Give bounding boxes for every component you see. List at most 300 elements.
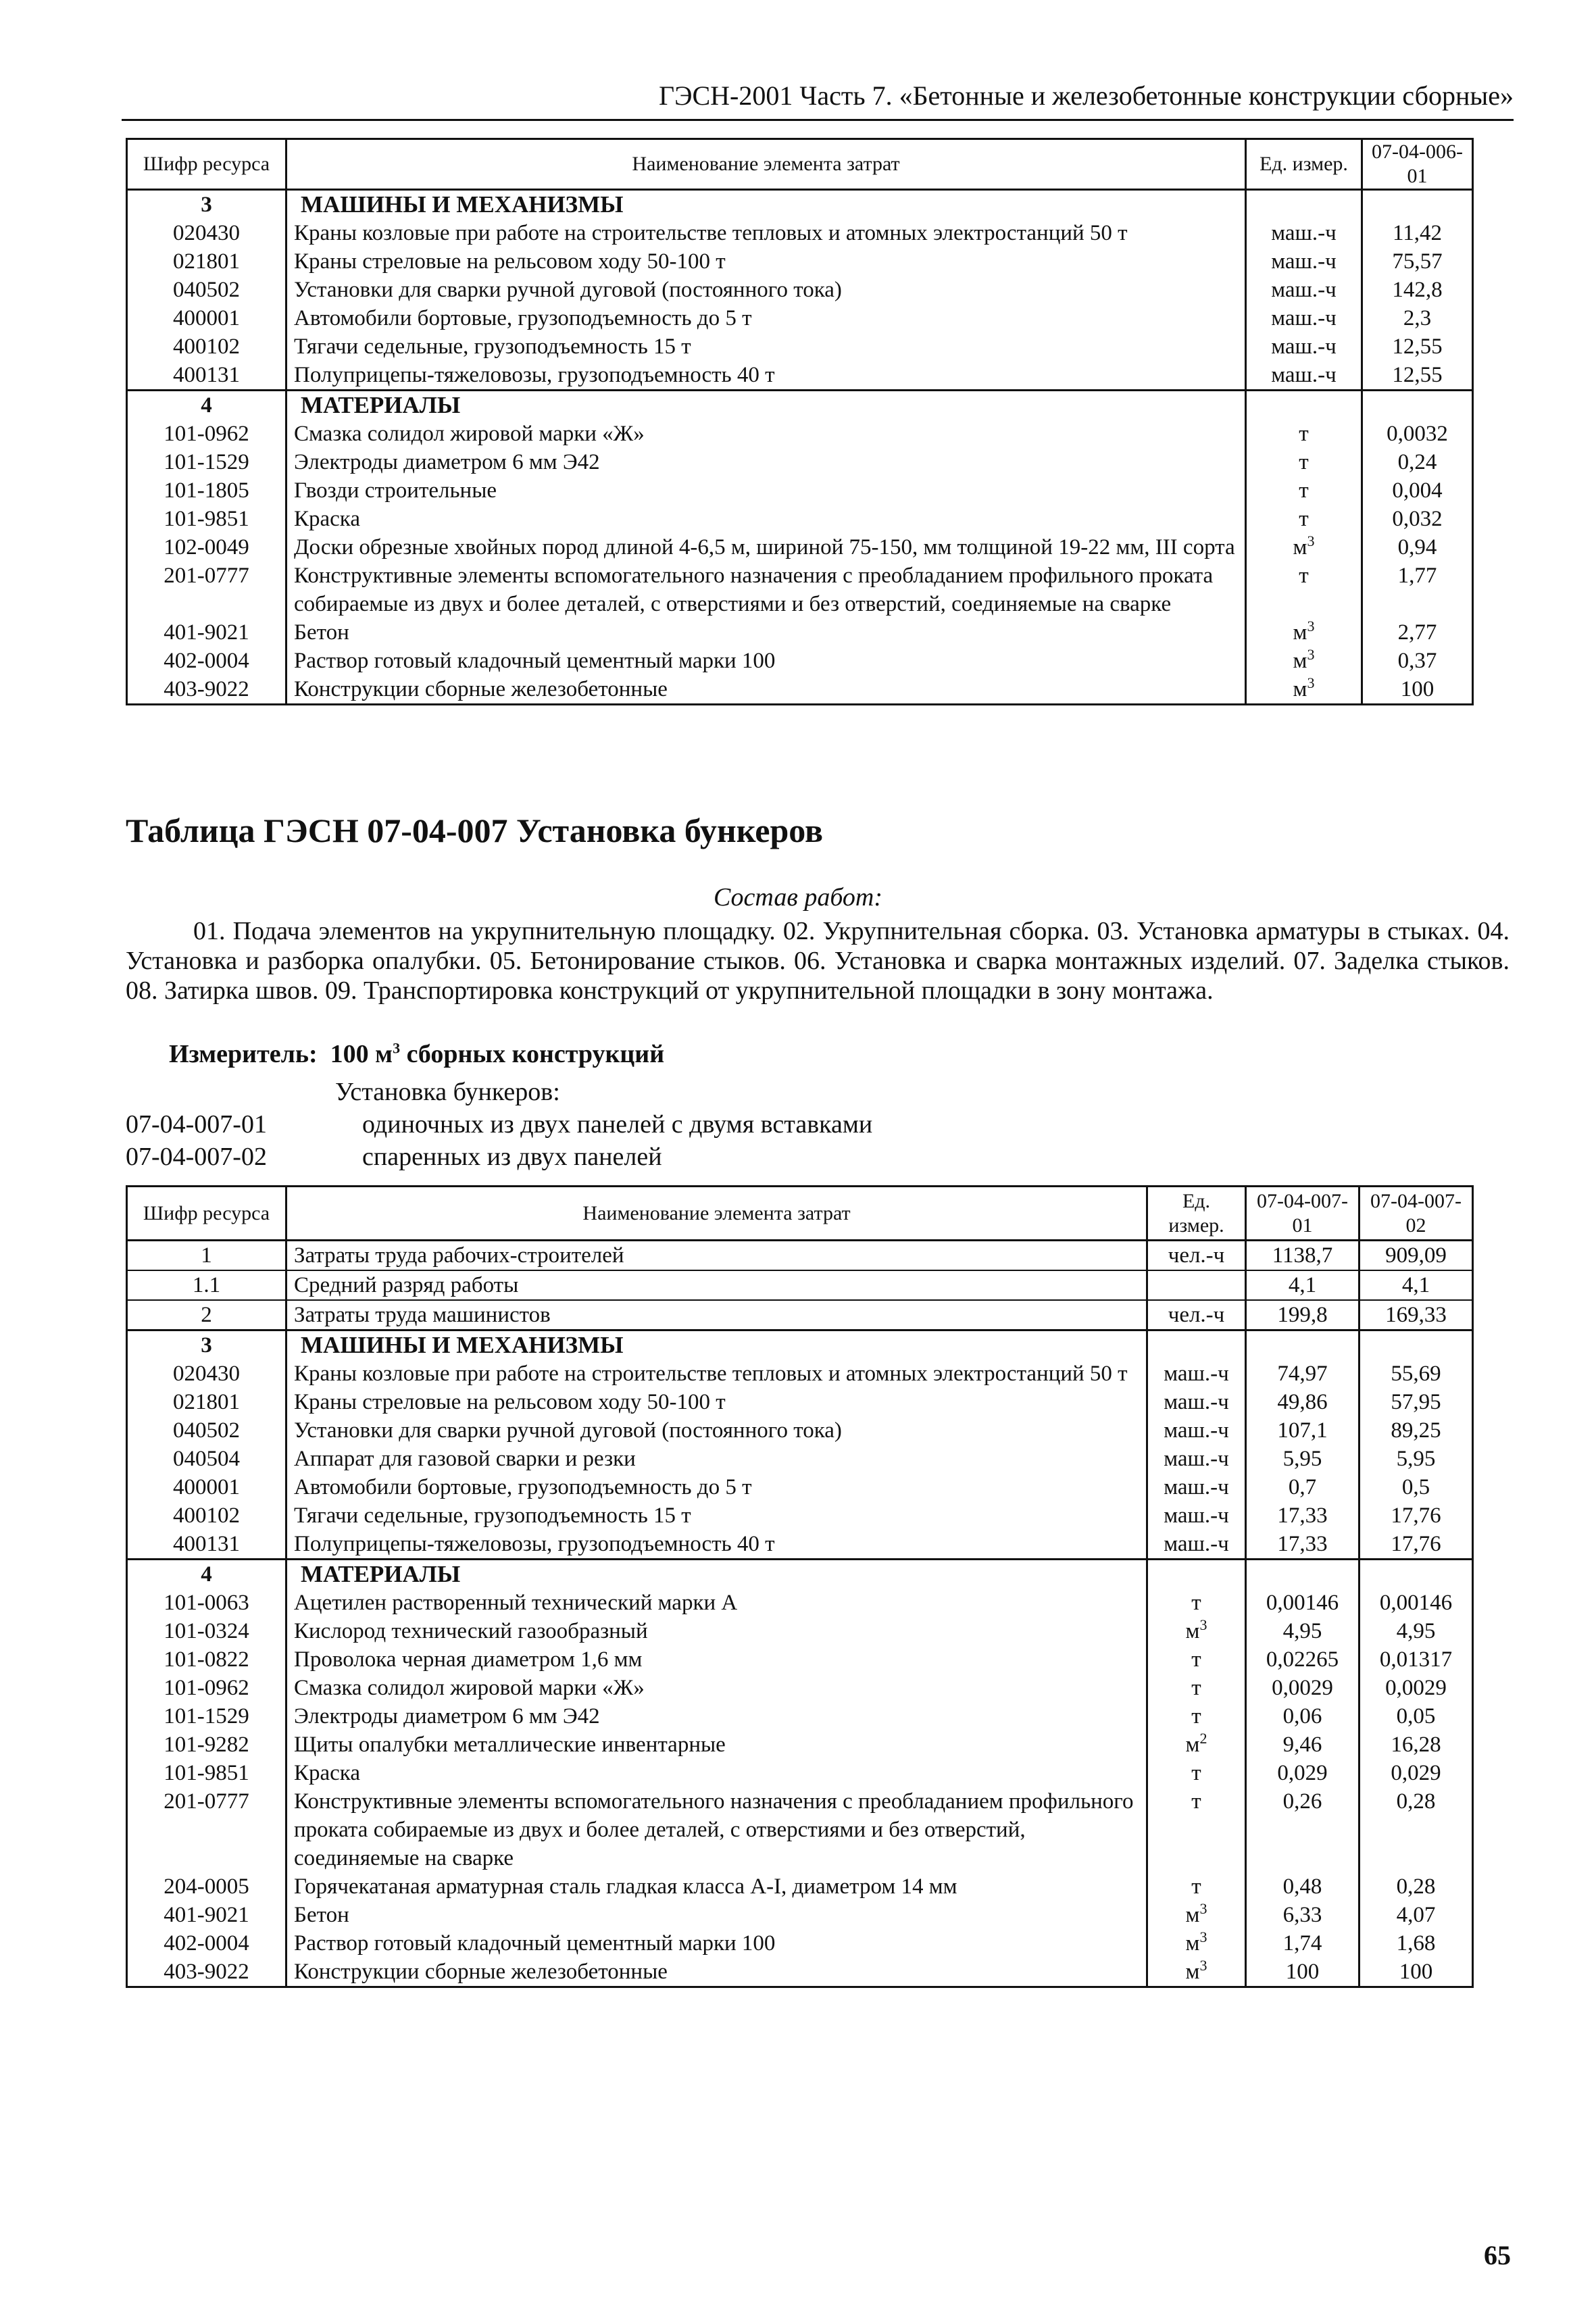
table-title: Таблица ГЭСН 07-04-007 Установка бункеров (126, 812, 824, 849)
resource-v1: 0,37 (1362, 647, 1473, 675)
resource-code: 101-0962 (127, 1674, 286, 1702)
resource-name: Электроды диаметром 6 мм Э42 (286, 1702, 1147, 1731)
unit-cell (1147, 1958, 1246, 1987)
table-row (127, 1645, 1473, 1674)
resource-code: 020430 (127, 219, 286, 247)
resource-code: 401-9021 (127, 1901, 286, 1929)
table-row (127, 1270, 1473, 1300)
variant-text: одиночных из двух панелей с двумя вставками (362, 1110, 873, 1139)
resource-v2: 0,029 (1360, 1759, 1473, 1787)
resource-name: Тягачи седельные, грузоподъемность 15 т (286, 1501, 1147, 1530)
resource-v1: 6,33 (1246, 1901, 1360, 1929)
unit-text: маш.-ч (1164, 1418, 1229, 1443)
section-title: МАШИНЫ И МЕХАНИЗМЫ (286, 190, 1246, 220)
unit-cell (1147, 1702, 1246, 1731)
resource-name: Автомобили бортовые, грузоподъемность до 5 т (286, 1473, 1147, 1501)
header-unit: Ед. измер. (1147, 1187, 1246, 1241)
resource-v1: 142,8 (1362, 276, 1473, 304)
section-row (127, 1560, 1473, 1589)
header-code: Шифр ресурса (127, 139, 286, 190)
resource-v2: 0,28 (1360, 1872, 1473, 1901)
unit-cell (1147, 1388, 1246, 1416)
resource-v2: 100 (1360, 1958, 1473, 1987)
unit-text: м (1293, 677, 1307, 701)
header-rule (122, 119, 1514, 121)
table-row (127, 1473, 1473, 1501)
unit-text: маш.-ч (1271, 363, 1337, 387)
resource-v2: 0,0029 (1360, 1674, 1473, 1702)
resource-name: Щиты опалубки металлические инвентарные (286, 1731, 1147, 1759)
table-row (127, 647, 1473, 675)
table-row (127, 505, 1473, 533)
resource-v1: 12,55 (1362, 332, 1473, 361)
table1-body (127, 190, 1473, 705)
resource-code: 401-9021 (127, 618, 286, 647)
unit-cell (1147, 1270, 1246, 1300)
resource-code: 201-0777 (127, 1787, 286, 1872)
empty-cell (1362, 190, 1473, 220)
resource-v2: 4,07 (1360, 1901, 1473, 1929)
resource-code: 101-1529 (127, 448, 286, 476)
resource-name: Краны стреловые на рельсовом ходу 50-100 т (286, 1388, 1147, 1416)
resource-v1: 0,48 (1246, 1872, 1360, 1901)
table-row (127, 247, 1473, 276)
unit-text: т (1299, 478, 1309, 503)
resource-name: Средний разряд работы (286, 1270, 1147, 1300)
unit-text: чел.-ч (1168, 1303, 1225, 1327)
resource-v1: 1,77 (1362, 562, 1473, 618)
resource-code: 101-1529 (127, 1702, 286, 1731)
unit-text: т (1191, 1704, 1201, 1728)
empty-cell (1147, 1330, 1246, 1360)
unit-cell (1246, 675, 1362, 705)
unit-cell (1147, 1501, 1246, 1530)
composition-label: Состав работ: (713, 883, 883, 912)
unit-cell (1147, 1872, 1246, 1901)
table-row (127, 1929, 1473, 1958)
section-title: МАТЕРИАЛЫ (286, 1560, 1147, 1589)
section-row (127, 391, 1473, 420)
table-row (127, 1388, 1473, 1416)
composition-text: 01. Подача элементов на укрупнительную площадку. 02. Укрупнительная сборка. 03. Установка арматуры в стыках. 04. Установка и разборка опалубки. 05. Бетонирование стыков. 06. Установка и сварка монтажных изделий. 07. Заделка стыков. 08. Затирка швов. 09. Транспортировка конструкций от укрупнительной площадки в зону монтажа. (126, 917, 1510, 1005)
resource-v1: 1,74 (1246, 1929, 1360, 1958)
resource-name: Проволока черная диаметром 1,6 мм (286, 1645, 1147, 1674)
variant-code: 07-04-007-01 (126, 1110, 267, 1139)
resource-name: Конструкции сборные железобетонные (286, 675, 1246, 705)
resource-name: Краны стреловые на рельсовом ходу 50-100 т (286, 247, 1246, 276)
resource-code: 101-0063 (127, 1589, 286, 1617)
resource-code: 400131 (127, 361, 286, 391)
header-value: 07-04-006-01 (1362, 139, 1473, 190)
unit-cell (1147, 1929, 1246, 1958)
resource-v1: 0,00146 (1246, 1589, 1360, 1617)
resource-v1: 0,24 (1362, 448, 1473, 476)
resource-v1: 5,95 (1246, 1445, 1360, 1473)
resource-code: 101-9282 (127, 1731, 286, 1759)
resource-name: Краны козловые при работе на строительстве тепловых и атомных электростанций 50 т (286, 1360, 1147, 1388)
unit-cell (1147, 1674, 1246, 1702)
resource-v1: 9,46 (1246, 1731, 1360, 1759)
resource-code: 1.1 (127, 1270, 286, 1300)
table-row (127, 1445, 1473, 1473)
resource-name: Электроды диаметром 6 мм Э42 (286, 448, 1246, 476)
empty-cell (1362, 391, 1473, 420)
empty-cell (1246, 1560, 1360, 1589)
resource-code: 402-0004 (127, 1929, 286, 1958)
resource-name: Конструктивные элементы вспомогательного назначения с преобладанием профильного проката собираемые из двух и более деталей, с отверстиями и без отверстий, соединяемые на сварке (286, 562, 1246, 618)
table-row (127, 618, 1473, 647)
empty-cell (1360, 1330, 1473, 1360)
resource-v1: 12,55 (1362, 361, 1473, 391)
resource-v2: 55,69 (1360, 1360, 1473, 1388)
unit-cell (1246, 618, 1362, 647)
unit-text: маш.-ч (1164, 1390, 1229, 1414)
header-unit: Ед. измер. (1246, 139, 1362, 190)
empty-cell (1246, 1330, 1360, 1360)
table-row (127, 1300, 1473, 1330)
table-row (127, 1241, 1473, 1271)
unit-text: маш.-ч (1271, 306, 1337, 330)
unit-text: т (1191, 1676, 1201, 1700)
resource-name: Полуприцепы-тяжеловозы, грузоподъемность 40 т (286, 361, 1246, 391)
resource-v2: 0,01317 (1360, 1645, 1473, 1674)
resource-table-07-04-006 (126, 138, 1474, 705)
resource-name: Раствор готовый кладочный цементный марки 100 (286, 1929, 1147, 1958)
resource-name: Краска (286, 505, 1246, 533)
resource-code: 040502 (127, 276, 286, 304)
resource-name: Смазка солидол жировой марки «Ж» (286, 420, 1246, 448)
resource-code: 2 (127, 1300, 286, 1330)
table-row (127, 562, 1473, 618)
resource-code: 102-0049 (127, 533, 286, 562)
section-row (127, 190, 1473, 220)
table-row (127, 420, 1473, 448)
variant-row (126, 1110, 872, 1139)
resource-v1: 4,1 (1246, 1270, 1360, 1300)
resource-code: 040502 (127, 1416, 286, 1445)
resource-v1: 11,42 (1362, 219, 1473, 247)
resource-v2: 169,33 (1360, 1300, 1473, 1330)
table-row (127, 276, 1473, 304)
variant-text: спаренных из двух панелей (362, 1143, 662, 1171)
table-row (127, 1674, 1473, 1702)
resource-name: Затраты труда рабочих-строителей (286, 1241, 1147, 1271)
header-value-1: 07-04-007-01 (1246, 1187, 1360, 1241)
table-row (127, 1759, 1473, 1787)
resource-code: 400001 (127, 1473, 286, 1501)
unit-cell (1147, 1759, 1246, 1787)
unit-text: маш.-ч (1164, 1475, 1229, 1499)
table-row (127, 1416, 1473, 1445)
unit-cell (1246, 562, 1362, 618)
unit-cell (1147, 1589, 1246, 1617)
header-name: Наименование элемента затрат (286, 139, 1246, 190)
resource-code: 021801 (127, 1388, 286, 1416)
resource-name: Конструктивные элементы вспомогательного назначения с преобладанием профильного проката собираемые из двух и более деталей, с отверстиями и без отверстий, соединяемые на сварке (286, 1787, 1147, 1872)
table-row (127, 1702, 1473, 1731)
unit-text: м (1185, 1733, 1200, 1757)
unit-cell (1147, 1473, 1246, 1501)
unit-exponent: 3 (1199, 1928, 1207, 1945)
table-row (127, 1872, 1473, 1901)
unit-cell (1246, 276, 1362, 304)
unit-cell (1246, 420, 1362, 448)
table-row (127, 361, 1473, 391)
unit-cell (1246, 647, 1362, 675)
table-row (127, 304, 1473, 332)
resource-v2: 0,00146 (1360, 1589, 1473, 1617)
unit-text: м (1185, 1960, 1200, 1984)
table-row (127, 1958, 1473, 1987)
unit-text: маш.-ч (1164, 1362, 1229, 1386)
resource-v1: 199,8 (1246, 1300, 1360, 1330)
resource-v2: 1,68 (1360, 1929, 1473, 1958)
unit-cell (1147, 1445, 1246, 1473)
resource-name: Краны козловые при работе на строительстве тепловых и атомных электростанций 50 т (286, 219, 1246, 247)
unit-text: чел.-ч (1168, 1243, 1225, 1268)
section-row (127, 1330, 1473, 1360)
unit-text: т (1299, 422, 1309, 446)
resource-name: Затраты труда машинистов (286, 1300, 1147, 1330)
measure-rest: сборных конструкций (406, 1040, 665, 1068)
unit-cell (1246, 533, 1362, 562)
resource-v1: 17,33 (1246, 1530, 1360, 1560)
unit-exponent: 3 (1307, 646, 1315, 663)
resource-v1: 0,26 (1246, 1787, 1360, 1872)
unit-exponent: 3 (1307, 532, 1315, 549)
resource-name: Конструкции сборные железобетонные (286, 1958, 1147, 1987)
unit-cell (1246, 332, 1362, 361)
empty-cell (1246, 190, 1362, 220)
resource-code: 101-0324 (127, 1617, 286, 1645)
unit-exponent: 3 (1307, 618, 1315, 634)
unit-exponent: 3 (1199, 1616, 1207, 1633)
unit-cell (1147, 1241, 1246, 1271)
unit-cell (1246, 361, 1362, 391)
resource-code: 402-0004 (127, 647, 286, 675)
resource-v1: 17,33 (1246, 1501, 1360, 1530)
table-row (127, 1901, 1473, 1929)
resource-name: Кислород технический газообразный (286, 1617, 1147, 1645)
unit-text: т (1191, 1647, 1201, 1672)
resource-name: Смазка солидол жировой марки «Ж» (286, 1674, 1147, 1702)
unit-text: т (1191, 1874, 1201, 1899)
unit-cell (1147, 1645, 1246, 1674)
resource-v2: 89,25 (1360, 1416, 1473, 1445)
resource-v1: 0,7 (1246, 1473, 1360, 1501)
resource-code: 101-9851 (127, 1759, 286, 1787)
unit-text: м (1185, 1903, 1200, 1927)
unit-text: т (1191, 1761, 1201, 1785)
resource-name: Ацетилен растворенный технический марки А (286, 1589, 1147, 1617)
table-row (127, 1589, 1473, 1617)
empty-cell (1246, 391, 1362, 420)
unit-text: т (1191, 1789, 1201, 1814)
resource-name: Тягачи седельные, грузоподъемность 15 т (286, 332, 1246, 361)
unit-cell (1246, 448, 1362, 476)
resource-v2: 4,1 (1360, 1270, 1473, 1300)
unit-text: т (1299, 450, 1309, 474)
table-row (127, 675, 1473, 705)
unit-cell (1147, 1787, 1246, 1872)
resource-v1: 100 (1246, 1958, 1360, 1987)
unit-exponent: 3 (1199, 1957, 1207, 1974)
section-number: 3 (127, 190, 286, 220)
resource-name: Горячекатаная арматурная сталь гладкая класса А-I, диаметром 14 мм (286, 1872, 1147, 1901)
resource-name: Автомобили бортовые, грузоподъемность до 5 т (286, 304, 1246, 332)
section-title: МАТЕРИАЛЫ (286, 391, 1246, 420)
unit-text: маш.-ч (1271, 278, 1337, 302)
unit-cell (1147, 1731, 1246, 1759)
table-row (127, 1530, 1473, 1560)
install-subtitle: Установка бункеров: (335, 1078, 560, 1106)
section-number: 4 (127, 1560, 286, 1589)
resource-v2: 0,5 (1360, 1473, 1473, 1501)
unit-text: т (1191, 1591, 1201, 1615)
resource-name: Бетон (286, 618, 1246, 647)
resource-name: Аппарат для газовой сварки и резки (286, 1445, 1147, 1473)
resource-code: 101-0962 (127, 420, 286, 448)
unit-cell (1246, 219, 1362, 247)
resource-name: Краска (286, 1759, 1147, 1787)
unit-cell (1147, 1901, 1246, 1929)
unit-text: т (1299, 507, 1309, 531)
header-code: Шифр ресурса (127, 1187, 286, 1241)
unit-cell (1246, 505, 1362, 533)
resource-v2: 17,76 (1360, 1501, 1473, 1530)
unit-cell (1147, 1530, 1246, 1560)
section-number: 3 (127, 1330, 286, 1360)
variant-code: 07-04-007-02 (126, 1143, 267, 1171)
resource-code: 204-0005 (127, 1872, 286, 1901)
table-row (127, 1731, 1473, 1759)
resource-v1: 100 (1362, 675, 1473, 705)
resource-name: Раствор готовый кладочный цементный марки 100 (286, 647, 1246, 675)
resource-code: 101-1805 (127, 476, 286, 505)
resource-code: 403-9022 (127, 1958, 286, 1987)
resource-v1: 4,95 (1246, 1617, 1360, 1645)
resource-name: Установки для сварки ручной дуговой (постоянного тока) (286, 1416, 1147, 1445)
section-number: 4 (127, 391, 286, 420)
measure-label: Измеритель: (169, 1040, 318, 1068)
resource-v2: 57,95 (1360, 1388, 1473, 1416)
resource-v1: 74,97 (1246, 1360, 1360, 1388)
measure-line (169, 1039, 664, 1069)
variant-row (126, 1142, 662, 1172)
unit-exponent: 3 (1307, 674, 1315, 691)
resource-v1: 0,032 (1362, 505, 1473, 533)
resource-code: 400001 (127, 304, 286, 332)
running-header: ГЭСН-2001 Часть 7. «Бетонные и железобетонные конструкции сборные» (658, 80, 1514, 111)
table2-body (127, 1241, 1473, 1987)
resource-v2: 16,28 (1360, 1731, 1473, 1759)
unit-text: м (1185, 1931, 1200, 1956)
resource-name: Установки для сварки ручной дуговой (постоянного тока) (286, 276, 1246, 304)
resource-name: Бетон (286, 1901, 1147, 1929)
unit-text: маш.-ч (1164, 1503, 1229, 1528)
unit-cell (1147, 1300, 1246, 1330)
resource-table-07-04-007 (126, 1185, 1474, 1988)
table-row (127, 332, 1473, 361)
unit-text: маш.-ч (1271, 249, 1337, 274)
resource-v1: 0,004 (1362, 476, 1473, 505)
resource-code: 101-9851 (127, 505, 286, 533)
resource-v2: 0,28 (1360, 1787, 1473, 1872)
resource-name: Полуприцепы-тяжеловозы, грузоподъемность 40 т (286, 1530, 1147, 1560)
table-row (127, 533, 1473, 562)
empty-cell (1147, 1560, 1246, 1589)
resource-v1: 0,029 (1246, 1759, 1360, 1787)
resource-v1: 0,0032 (1362, 420, 1473, 448)
unit-text: маш.-ч (1164, 1447, 1229, 1471)
table-row (127, 219, 1473, 247)
resource-v1: 0,06 (1246, 1702, 1360, 1731)
unit-text: м (1293, 649, 1307, 673)
resource-code: 101-0822 (127, 1645, 286, 1674)
unit-cell (1147, 1617, 1246, 1645)
resource-code: 403-9022 (127, 675, 286, 705)
resource-v1: 2,3 (1362, 304, 1473, 332)
resource-v2: 0,05 (1360, 1702, 1473, 1731)
unit-cell (1246, 304, 1362, 332)
resource-code: 020430 (127, 1360, 286, 1388)
unit-cell (1246, 247, 1362, 276)
resource-v1: 0,02265 (1246, 1645, 1360, 1674)
unit-text: т (1299, 564, 1309, 588)
table-row (127, 476, 1473, 505)
resource-code: 400102 (127, 332, 286, 361)
unit-text: м (1185, 1619, 1200, 1643)
header-name: Наименование элемента затрат (286, 1187, 1147, 1241)
page-number: 65 (1484, 2240, 1511, 2270)
table-row (127, 1617, 1473, 1645)
resource-v1: 1138,7 (1246, 1241, 1360, 1271)
table-row (127, 448, 1473, 476)
unit-text: маш.-ч (1271, 334, 1337, 359)
unit-exponent: 3 (1199, 1900, 1207, 1917)
unit-text: м (1293, 620, 1307, 645)
resource-v1: 0,94 (1362, 533, 1473, 562)
table-row (127, 1787, 1473, 1872)
unit-cell (1246, 476, 1362, 505)
unit-cell (1147, 1416, 1246, 1445)
table-row (127, 1360, 1473, 1388)
resource-v2: 4,95 (1360, 1617, 1473, 1645)
header-value-2: 07-04-007-02 (1360, 1187, 1473, 1241)
unit-cell (1147, 1360, 1246, 1388)
resource-v2: 17,76 (1360, 1530, 1473, 1560)
resource-code: 1 (127, 1241, 286, 1271)
table-row (127, 1501, 1473, 1530)
resource-v1: 2,77 (1362, 618, 1473, 647)
resource-v1: 107,1 (1246, 1416, 1360, 1445)
measure-value: 100 м (330, 1040, 393, 1068)
resource-code: 400102 (127, 1501, 286, 1530)
unit-text: м (1293, 535, 1307, 559)
resource-v1: 49,86 (1246, 1388, 1360, 1416)
resource-v2: 5,95 (1360, 1445, 1473, 1473)
unit-exponent: 2 (1199, 1730, 1207, 1747)
resource-name: Доски обрезные хвойных пород длиной 4-6,5 м, шириной 75-150, мм толщиной 19-22 мм, III сорта (286, 533, 1246, 562)
resource-v1: 0,0029 (1246, 1674, 1360, 1702)
resource-name: Гвозди строительные (286, 476, 1246, 505)
resource-code: 021801 (127, 247, 286, 276)
section-title: МАШИНЫ И МЕХАНИЗМЫ (286, 1330, 1147, 1360)
resource-v1: 75,57 (1362, 247, 1473, 276)
resource-code: 040504 (127, 1445, 286, 1473)
resource-v2: 909,09 (1360, 1241, 1473, 1271)
resource-code: 201-0777 (127, 562, 286, 618)
